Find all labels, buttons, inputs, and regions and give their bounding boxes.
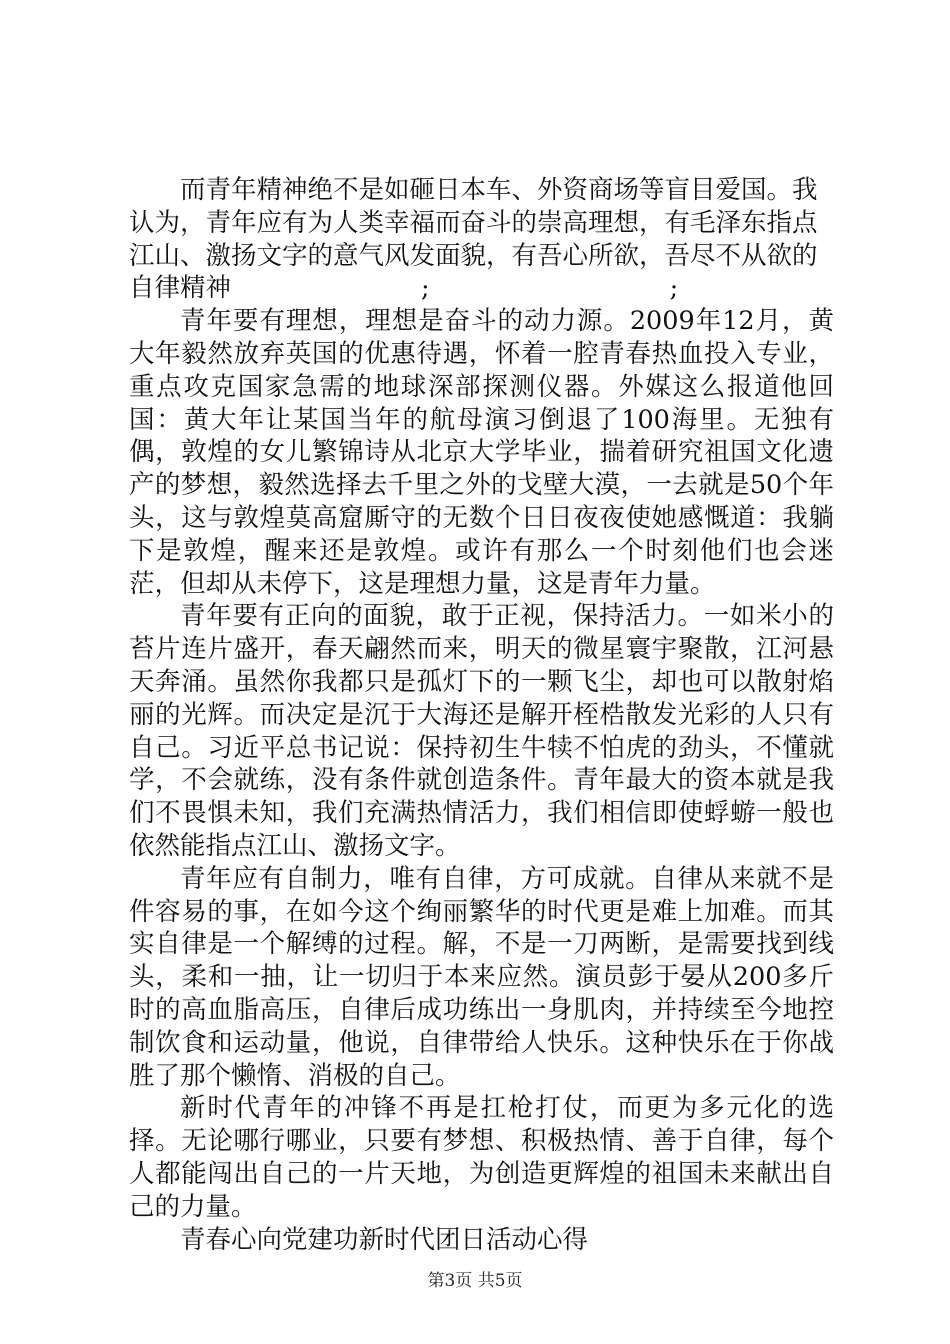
paragraph-2: 青年要有理想，理想是奋斗的动力源。2009年12月，黄大年毅然放弃英国的优惠待遇，怀着一腔青春热血投入专业，重点攻克国家急需的地球深部探测仪器。外媒这么报道他回国：黄大年让某国当年的航母演习倒退了100海里。无独有偶，敦煌的女儿繁锦诗从北京大学毕业，揣着研究祖国文化遗产的梦想，毅然选择去千里之外的戈壁大漠，一去就是50个年头，这与敦煌莫高窟厮守的无数个日日夜夜使她感慨道：我躺下是敦煌，醒来还是敦煌。或许有那么一个时刻他们也会迷茫，但却从未停下，这是理想力量，这是青年力量。: [129, 306, 834, 599]
semicolon-mark: ;: [669, 273, 679, 304]
text-fragment: 自律精神: [129, 273, 232, 304]
paragraph-5: 新时代青年的冲锋不再是扛枪打仗，而更为多元化的选择。无论哪行哪业，只要有梦想、积极热情、善于自律，每个人都能闯出自己的一片天地，为创造更辉煌的祖国未来献出自己的力量。: [129, 1093, 834, 1222]
paragraph-4: 青年应有自制力，唯有自律，方可成就。自律从来就不是件容易的事，在如今这个绚丽繁华的时代更是难上加难。而其实自律是一个解缚的过程。解，不是一刀两断，是需要找到线头，柔和一抽，让一切归于本来应然。演员彭于晏从200多斤时的高血脂高压，自律后成功练出一身肌肉，并持续至今地控制饮食和运动量，他说，自律带给人快乐。这种快乐在于你战胜了那个懒惰、消极的自己。: [129, 863, 834, 1091]
text-line-last: [129, 272, 834, 305]
text-line: 江山、激扬文字的意气风发面貌，有吾心所欲，吾尽不从欲的: [129, 240, 818, 271]
text-line: 而青年精神绝不是如砸日本车、外资商场等盲目爱国。我: [180, 175, 818, 205]
body-text: [129, 174, 834, 1256]
page-footer: [0, 1270, 950, 1292]
semicolon-mark: ;: [421, 273, 430, 304]
paragraph-6: 青春心向党建功新时代团日活动心得: [180, 1224, 589, 1255]
paragraph-3: 青年要有正向的面貌，敢于正视，保持活力。一如米小的苔片连片盛开，春天翩然而来，明天的微星寰宇聚散，江河悬天奔涌。虽然你我都只是孤灯下的一颗飞尘，却也可以散射焰丽的光辉。而决定是沉于大海还是解开桎梏散发光彩的人只有自己。习近平总书记说：保持初生牛犊不怕虎的劲头，不懂就学，不会就练，没有条件就创造条件。青年最大的资本就是我们不畏惧未知，我们充满热情活力，我们相信即使蜉蝣一般也依然能指点江山、激扬文字。: [129, 601, 834, 861]
page-number: 第3页 共5页: [427, 1271, 523, 1291]
paragraph-1: [129, 174, 834, 305]
text-line: 认为，青年应有为人类幸福而奋斗的崇高理想，有毛泽东指点: [129, 207, 818, 238]
